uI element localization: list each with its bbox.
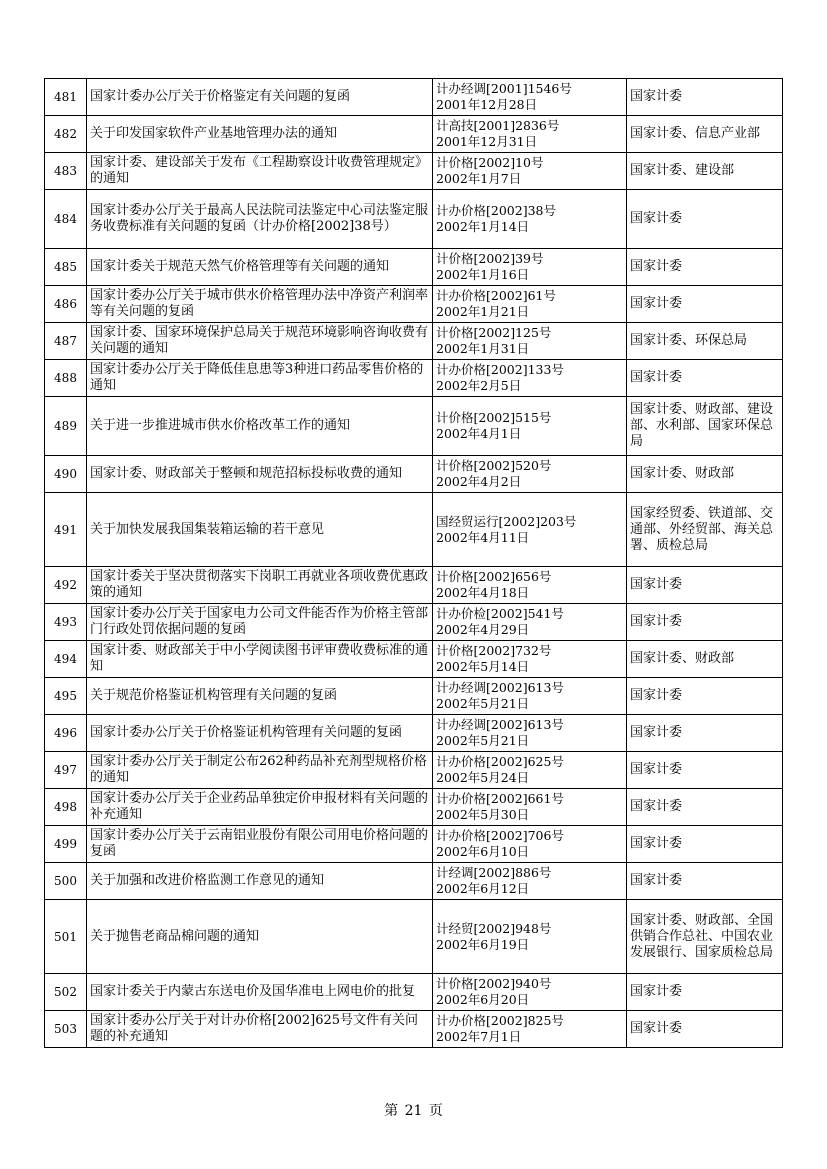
- issuing-agency: 国家计委: [627, 974, 783, 1011]
- document-date: 2002年6月12日: [436, 881, 530, 896]
- row-number: 496: [45, 715, 87, 752]
- table-row: [45, 715, 783, 752]
- document-date: 2001年12月28日: [436, 97, 538, 112]
- document-date: 2002年7月1日: [436, 1029, 522, 1044]
- issuing-agency: 国家计委: [627, 79, 783, 116]
- document-number-cell: [433, 641, 627, 678]
- issuing-agency: 国家计委: [627, 1011, 783, 1048]
- document-date: 2002年6月19日: [436, 936, 530, 952]
- issuing-agency: 国家计委: [627, 249, 783, 286]
- document-title: 关于抛售老商品棉问题的通知: [87, 900, 433, 974]
- table-row: [45, 789, 783, 826]
- document-title: 关于进一步推进城市供水价格改革工作的通知: [87, 397, 433, 456]
- issuing-agency: 国家计委、财政部、全国供销合作总社、中国农业发展银行、国家质检总局: [627, 900, 783, 974]
- table-row: [45, 360, 783, 397]
- regulation-table: [44, 78, 783, 1048]
- row-number: 484: [45, 190, 87, 249]
- document-date: 2002年5月21日: [436, 733, 530, 748]
- row-number: 483: [45, 153, 87, 190]
- document-title: 国家计委关于规范天然气价格管理等有关问题的通知: [87, 249, 433, 286]
- page-footer: [0, 1100, 827, 1120]
- document-title: 国家计委、财政部关于中小学阅读图书评审费收费标准的通知: [87, 641, 433, 678]
- row-number: 493: [45, 604, 87, 641]
- row-number: 488: [45, 360, 87, 397]
- table-row: [45, 286, 783, 323]
- issuing-agency: 国家计委: [627, 604, 783, 641]
- document-number-cell: [433, 79, 627, 116]
- row-number: 491: [45, 493, 87, 567]
- row-number: 486: [45, 286, 87, 323]
- document-title: 国家计委办公厅关于企业药品单独定价申报材料有关问题的补充通知: [87, 789, 433, 826]
- row-number: 503: [45, 1011, 87, 1048]
- row-number: 494: [45, 641, 87, 678]
- document-title: 国家计委办公厅关于降低佳息患等3种进口药品零售价格的通知: [87, 360, 433, 397]
- table-row: [45, 604, 783, 641]
- row-number: 490: [45, 456, 87, 493]
- document-title: 关于加快发展我国集装箱运输的若干意见: [87, 493, 433, 567]
- table-row: [45, 678, 783, 715]
- table-row: [45, 249, 783, 286]
- document-number: 计价格[2002]940号: [436, 976, 552, 991]
- issuing-agency: 国家计委: [627, 715, 783, 752]
- row-number: 500: [45, 863, 87, 900]
- issuing-agency: 国家计委、建设部: [627, 153, 783, 190]
- document-number: 计办价格[2002]661号: [436, 791, 564, 806]
- document-date: 2002年1月31日: [436, 341, 530, 356]
- row-number: 495: [45, 678, 87, 715]
- document-date: 2002年4月2日: [436, 474, 522, 489]
- table-row: [45, 493, 783, 567]
- document-number-cell: [433, 249, 627, 286]
- document-number-cell: [433, 863, 627, 900]
- document-number-cell: [433, 323, 627, 360]
- document-date: 2002年4月29日: [436, 622, 530, 637]
- document-number: 计办价格[2002]61号: [436, 288, 556, 303]
- document-number-cell: [433, 567, 627, 604]
- issuing-agency: 国家经贸委、铁道部、交通部、外经贸部、海关总署、质检总局: [627, 493, 783, 567]
- table-row: [45, 567, 783, 604]
- page-number: 21: [404, 1103, 423, 1119]
- row-number: 499: [45, 826, 87, 863]
- document-number-cell: [433, 190, 627, 249]
- document-number: 计价格[2002]656号: [436, 569, 552, 584]
- issuing-agency: 国家计委: [627, 360, 783, 397]
- document-number-cell: [433, 752, 627, 789]
- document-title: 国家计委关于内蒙古东送电价及国华准电上网电价的批复: [87, 974, 433, 1011]
- table-row: [45, 900, 783, 974]
- document-number-cell: [433, 286, 627, 323]
- document-number: 计价格[2002]39号: [436, 251, 544, 266]
- table-row: [45, 456, 783, 493]
- document-number: 计办价格[2002]625号: [436, 754, 564, 769]
- document-title: 关于印发国家软件产业基地管理办法的通知: [87, 116, 433, 153]
- document-number: 计办价格[2002]825号: [436, 1013, 564, 1028]
- row-number: 501: [45, 900, 87, 974]
- document-date: 2002年1月21日: [436, 304, 530, 319]
- document-title: 国家计委办公厅关于价格鉴定有关问题的复函: [87, 79, 433, 116]
- issuing-agency: 国家计委: [627, 678, 783, 715]
- document-number-cell: [433, 604, 627, 641]
- document-number: 计办价格[2002]38号: [436, 203, 556, 218]
- document-number-cell: [433, 715, 627, 752]
- issuing-agency: 国家计委、财政部: [627, 456, 783, 493]
- document-number: 计价格[2002]515号: [436, 410, 552, 425]
- table-row: [45, 397, 783, 456]
- document-date: 2001年12月31日: [436, 134, 538, 149]
- table-row: [45, 863, 783, 900]
- document-number-cell: [433, 397, 627, 456]
- document-date: 2002年1月7日: [436, 171, 522, 186]
- issuing-agency: 国家计委、财政部、建设部、水利部、国家环保总局: [627, 397, 783, 456]
- row-number: 498: [45, 789, 87, 826]
- table-row: [45, 974, 783, 1011]
- document-number-cell: [433, 678, 627, 715]
- row-number: 481: [45, 79, 87, 116]
- document-date: 2002年4月11日: [436, 529, 530, 545]
- issuing-agency: 国家计委: [627, 567, 783, 604]
- table-body: [45, 79, 783, 1048]
- document-number-cell: [433, 1011, 627, 1048]
- row-number: 487: [45, 323, 87, 360]
- issuing-agency: 国家计委: [627, 286, 783, 323]
- table-row: [45, 826, 783, 863]
- document-date: 2002年6月20日: [436, 992, 530, 1007]
- document-number-cell: [433, 900, 627, 974]
- document-number: 国经贸运行[2002]203号: [436, 513, 577, 529]
- document-date: 2002年4月1日: [436, 426, 522, 441]
- document-number-cell: [433, 974, 627, 1011]
- row-number: 502: [45, 974, 87, 1011]
- issuing-agency: 国家计委、信息产业部: [627, 116, 783, 153]
- document-title: 国家计委、财政部关于整顿和规范招标投标收费的通知: [87, 456, 433, 493]
- issuing-agency: 国家计委: [627, 826, 783, 863]
- document-title: 国家计委、建设部关于发布《工程勘察设计收费管理规定》的通知: [87, 153, 433, 190]
- page-footer-prefix: 第: [384, 1103, 399, 1119]
- document-number-cell: [433, 116, 627, 153]
- issuing-agency: 国家计委: [627, 789, 783, 826]
- document-title: 国家计委办公厅关于制定公布262种药品补充剂型规格价格的通知: [87, 752, 433, 789]
- document-date: 2002年5月14日: [436, 659, 530, 674]
- document-number-cell: [433, 456, 627, 493]
- document-number: 计经贸[2002]948号: [436, 920, 552, 936]
- document-date: 2002年5月24日: [436, 770, 530, 785]
- document-number-cell: [433, 153, 627, 190]
- row-number: 482: [45, 116, 87, 153]
- document-title: 国家计委办公厅关于云南铝业股份有限公司用电价格问题的复函: [87, 826, 433, 863]
- document-title: 国家计委、国家环境保护总局关于规范环境影响咨询收费有关问题的通知: [87, 323, 433, 360]
- document-number-cell: [433, 493, 627, 567]
- document-date: 2002年4月18日: [436, 585, 530, 600]
- document-number: 计高技[2001]2836号: [436, 118, 560, 133]
- document-number: 计价格[2002]10号: [436, 155, 544, 170]
- table-row: [45, 79, 783, 116]
- document-title: 国家计委办公厅关于最高人民法院司法鉴定中心司法鉴定服务收费标准有关问题的复函（计办价格[2002]38号）: [87, 190, 433, 249]
- document-title: 国家计委办公厅关于国家电力公司文件能否作为价格主管部门行政处罚依据问题的复函: [87, 604, 433, 641]
- document-number: 计价格[2002]125号: [436, 325, 552, 340]
- table-row: [45, 116, 783, 153]
- issuing-agency: 国家计委: [627, 190, 783, 249]
- table-row: [45, 323, 783, 360]
- document-title: 国家计委办公厅关于价格鉴证机构管理有关问题的复函: [87, 715, 433, 752]
- table-row: [45, 1011, 783, 1048]
- document-number: 计价格[2002]732号: [436, 643, 552, 658]
- row-number: 489: [45, 397, 87, 456]
- table-row: [45, 641, 783, 678]
- document-number: 计办经调[2002]613号: [436, 680, 564, 695]
- document-number: 计办经调[2002]613号: [436, 717, 564, 732]
- issuing-agency: 国家计委、财政部: [627, 641, 783, 678]
- document-title: 国家计委关于坚决贯彻落实下岗职工再就业各项收费优惠政策的通知: [87, 567, 433, 604]
- page-footer-suffix: 页: [428, 1103, 443, 1119]
- issuing-agency: 国家计委: [627, 752, 783, 789]
- document-title: 国家计委办公厅关于对计办价格[2002]625号文件有关问题的补充通知: [87, 1011, 433, 1048]
- document-date: 2002年5月21日: [436, 696, 530, 711]
- document-date: 2002年6月10日: [436, 844, 530, 859]
- document-number-cell: [433, 360, 627, 397]
- row-number: 485: [45, 249, 87, 286]
- issuing-agency: 国家计委: [627, 863, 783, 900]
- issuing-agency: 国家计委、环保总局: [627, 323, 783, 360]
- document-number-cell: [433, 826, 627, 863]
- table-row: [45, 153, 783, 190]
- document-number: 计办价格[2002]706号: [436, 828, 564, 843]
- row-number: 492: [45, 567, 87, 604]
- document-number-cell: [433, 789, 627, 826]
- document-number: 计办价检[2002]541号: [436, 606, 564, 621]
- document-number: 计办经调[2001]1546号: [436, 81, 572, 96]
- document-number: 计价格[2002]520号: [436, 458, 552, 473]
- document-title: 国家计委办公厅关于城市供水价格管理办法中净资产利润率等有关问题的复函: [87, 286, 433, 323]
- document-date: 2002年1月16日: [436, 267, 530, 282]
- document-date: 2002年2月5日: [436, 378, 522, 393]
- document-title: 关于加强和改进价格监测工作意见的通知: [87, 863, 433, 900]
- document-date: 2002年5月30日: [436, 807, 530, 822]
- table-row: [45, 190, 783, 249]
- document-title: 关于规范价格鉴证机构管理有关问题的复函: [87, 678, 433, 715]
- document-number: 计办价格[2002]133号: [436, 362, 564, 377]
- document-number: 计经调[2002]886号: [436, 865, 552, 880]
- row-number: 497: [45, 752, 87, 789]
- document-date: 2002年1月14日: [436, 219, 530, 234]
- table-row: [45, 752, 783, 789]
